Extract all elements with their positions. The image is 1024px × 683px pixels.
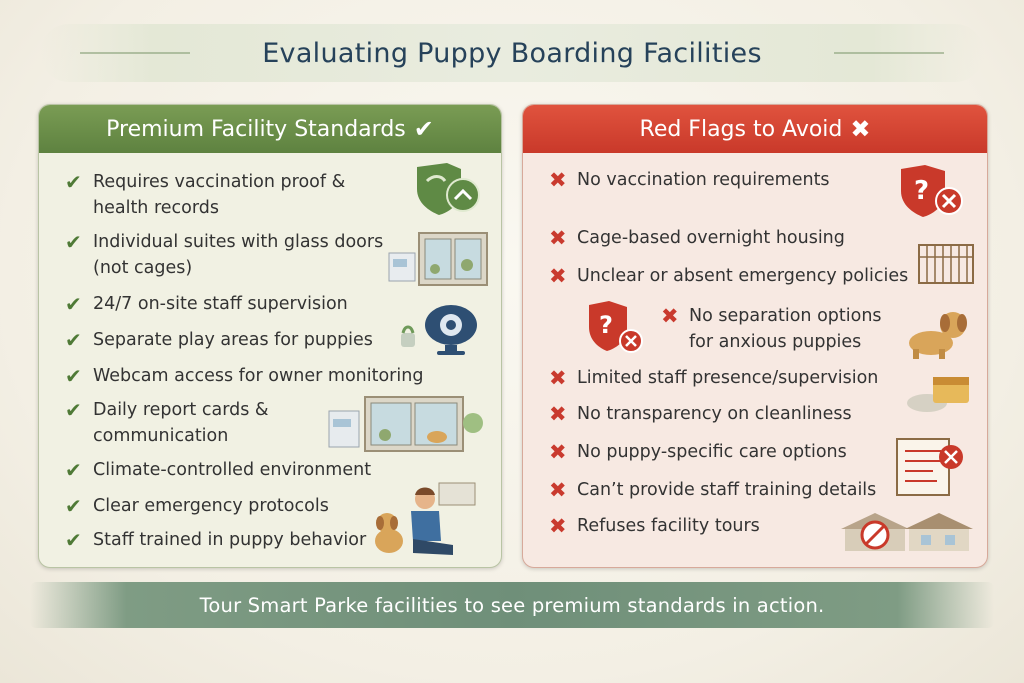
check-icon: ✔	[65, 364, 82, 388]
svg-text:?: ?	[914, 176, 930, 206]
premium-standards-title: Premium Facility Standards	[106, 116, 406, 142]
glass-suite-icon	[387, 229, 491, 291]
list-item: ✔ Climate-controlled environment	[65, 458, 372, 482]
x-icon: ✖	[850, 115, 871, 143]
check-icon: ✔	[65, 458, 82, 482]
red-flags-panel	[522, 104, 988, 568]
list-item: ✔ Staff trained in puppy behavior	[65, 528, 367, 552]
list-item: ✔ Individual suites with glass doors (not cages)	[65, 230, 384, 278]
x-icon: ✖	[549, 226, 567, 250]
list-item: ✖ Limited staff presence/supervision	[549, 366, 879, 390]
shield-check-icon	[411, 161, 483, 217]
list-item: ✔ Webcam access for owner monitoring	[65, 364, 424, 388]
list-item: ✔ Clear emergency protocols	[65, 494, 329, 518]
red-flags-title: Red Flags to Avoid	[639, 116, 843, 142]
closed-facility-icon	[835, 507, 977, 555]
webcam-icon	[401, 303, 483, 357]
anxious-puppy-icon	[903, 305, 977, 361]
staff-with-puppy-icon	[369, 481, 495, 561]
question-shield-icon	[585, 301, 647, 357]
footer-banner	[30, 582, 994, 628]
check-icon: ✔	[65, 494, 82, 518]
list-item: ✔ Daily report cards & communication	[65, 398, 269, 446]
list-item: ✔ Requires vaccination proof & health records	[65, 170, 346, 218]
list-item: ✖ Can’t provide staff training details	[549, 478, 877, 502]
premium-standards-panel	[38, 104, 502, 568]
list-item: ✖ Cage-based overnight housing	[549, 226, 845, 250]
list-item: ✖ Refuses facility tours	[549, 514, 760, 538]
check-icon: ✔	[65, 328, 82, 352]
play-area-icon	[325, 393, 485, 455]
x-icon: ✖	[549, 440, 567, 464]
x-icon: ✖	[549, 366, 567, 390]
question-shield-icon	[897, 163, 969, 219]
list-item: ✖ No vaccination requirements	[549, 168, 830, 192]
title-banner	[40, 24, 984, 82]
list-item: ✖ No puppy-specific care options	[549, 440, 847, 464]
list-item: ✔ 24/7 on-site staff supervision	[65, 292, 348, 316]
cleaning-supplies-icon	[903, 371, 975, 415]
check-icon: ✔	[65, 230, 82, 254]
page-title: Evaluating Puppy Boarding Facilities	[262, 37, 762, 69]
x-icon: ✖	[549, 168, 567, 192]
cage-icon	[915, 239, 979, 287]
check-icon: ✔	[65, 528, 82, 552]
leaf-decoration-left	[80, 52, 190, 54]
svg-text:?: ?	[599, 311, 613, 339]
leaf-decoration-right	[834, 52, 944, 54]
list-item: ✖ No separation options for anxious puppies	[661, 304, 882, 352]
check-icon: ✔	[65, 170, 82, 194]
x-icon: ✖	[661, 304, 679, 328]
x-icon: ✖	[549, 478, 567, 502]
x-icon: ✖	[549, 264, 567, 288]
x-icon: ✖	[549, 402, 567, 426]
list-item: ✔ Separate play areas for puppies	[65, 328, 373, 352]
footer-text: Tour Smart Parke facilities to see premium standards in action.	[199, 593, 825, 617]
check-icon: ✔	[413, 115, 434, 143]
x-icon: ✖	[549, 514, 567, 538]
report-card-x-icon	[887, 435, 977, 497]
check-icon: ✔	[65, 292, 82, 316]
list-item: ✖ No transparency on cleanliness	[549, 402, 852, 426]
check-icon: ✔	[65, 398, 82, 422]
list-item: ✖ Unclear or absent emergency policies	[549, 264, 909, 288]
